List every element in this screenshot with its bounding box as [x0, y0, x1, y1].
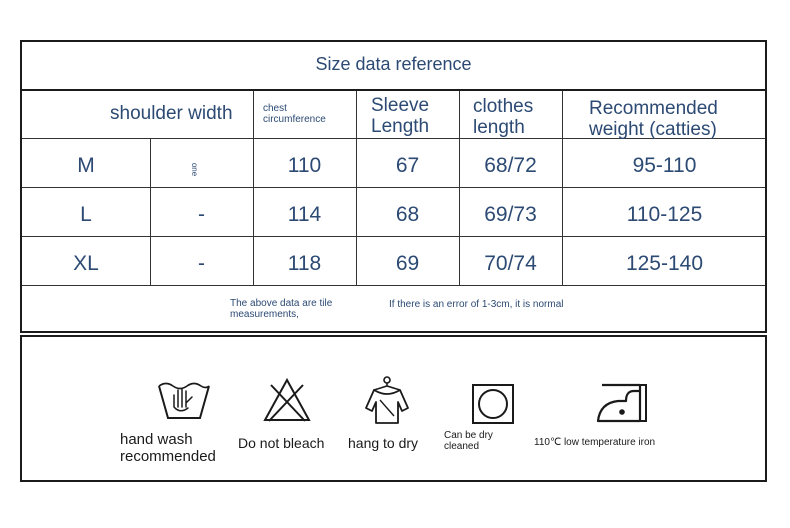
sleeve-value: 68 [395, 203, 420, 226]
dry-clean-icon [472, 384, 514, 424]
chest-value: 118 [287, 252, 322, 275]
divider [22, 89, 765, 91]
care-label: Can be dry cleaned [444, 430, 493, 452]
header-recommended-weight: Recommended weight (catties) [589, 98, 718, 140]
iron-low-icon [596, 381, 650, 423]
header-sleeve-length: Sleeve Length [371, 95, 430, 137]
sleeve-value: 69 [395, 252, 420, 275]
size-label: L [80, 203, 92, 226]
care-label: hang to dry [348, 435, 419, 451]
shoulder-value: - [198, 203, 205, 226]
header-clothes-length: clothes length [473, 96, 534, 138]
shoulder-value: one [190, 162, 200, 177]
error-note: If there is an error of 1-3cm, it is normal [389, 299, 564, 310]
shoulder-value: - [198, 252, 205, 275]
size-label: XL [73, 252, 99, 275]
divider [22, 236, 765, 237]
care-label: Do not bleach [238, 435, 325, 451]
measurement-note: The above data are tile measurements, [230, 298, 333, 320]
weight-value: 95-110 [632, 154, 697, 177]
divider [22, 187, 765, 188]
clothes-value: 69/73 [484, 203, 537, 226]
chest-value: 114 [287, 203, 322, 226]
header-chest-circumference: chest circumference [263, 103, 326, 125]
hand-wash-icon [156, 377, 212, 423]
sleeve-value: 67 [395, 154, 420, 177]
size-table [20, 40, 767, 333]
care-label: 110℃ low temperature iron [534, 437, 656, 448]
hang-dry-icon [362, 376, 412, 426]
divider [22, 285, 765, 286]
weight-value: 125-140 [625, 252, 704, 275]
chest-value: 110 [287, 154, 322, 177]
no-bleach-icon [262, 377, 312, 423]
table-title: Size data reference [315, 54, 472, 74]
weight-value: 110-125 [626, 203, 703, 226]
size-label: M [77, 154, 95, 177]
clothes-value: 70/74 [484, 252, 537, 275]
care-instructions-panel [20, 335, 767, 482]
clothes-value: 68/72 [484, 154, 537, 177]
header-shoulder-width: shoulder width [110, 103, 233, 124]
care-label: hand wash recommended [120, 431, 216, 465]
